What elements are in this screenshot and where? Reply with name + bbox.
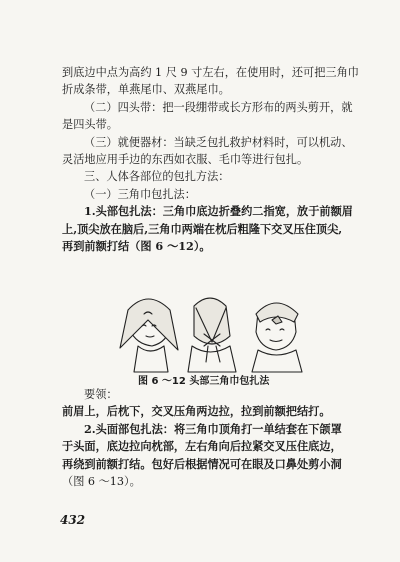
text-line: 再绕到前额打结。包好后根据情况可在眼及口鼻处剪小洞	[62, 456, 342, 471]
text-line: 1.头部包扎法：三角巾底边折叠约二指宽，放于前额眉	[84, 204, 353, 219]
text-line: 到底边中点为高约 1 尺 9 寸左右，在使用时，还可把三角巾	[62, 66, 359, 79]
head-bandage-illustration	[108, 286, 308, 374]
text-line: 是四头带。	[62, 118, 118, 132]
top-text-block	[62, 64, 362, 255]
text-line: （图 6 ～13）。	[62, 475, 141, 489]
text-line: 上,顶尖放在脑后,三角巾两端在枕后粗隆下交叉压住顶尖,	[62, 221, 343, 236]
text-line: 灵活地应用手边的东西如衣服、毛巾等进行包扎。	[62, 153, 309, 167]
text-line: 三、人体各部位的包扎方法：	[84, 170, 230, 184]
text-line: 2.头面部包扎法：将三角巾顶角打一单结套在下颌罩	[84, 421, 342, 436]
text-line: 再到前额打结（图 6 ～12）。	[62, 239, 211, 254]
text-line: 要领：	[84, 388, 118, 401]
text-line: 前眉上，后枕下，交叉压角两边拉，拉到前额把结打。	[62, 404, 331, 419]
text-line: 折成条带，单燕尾巾、双燕尾巾。	[62, 83, 230, 97]
page-number: 432	[60, 513, 86, 527]
figure-caption: 图 6 ～12 头部三角巾包扎法	[138, 376, 270, 387]
text-line: 于头面，底边拉向枕部，左右角向后拉紧交叉压住底边，	[62, 439, 342, 454]
text-line: （一）三角巾包扎法：	[84, 187, 196, 201]
text-line: （二）四头带：把一段绷带或长方形布的两头剪开，就	[84, 100, 353, 114]
bottom-text-block	[62, 386, 362, 490]
text-line: （三）就便器材：当缺乏包扎救护材料时，可以机动、	[84, 135, 353, 149]
